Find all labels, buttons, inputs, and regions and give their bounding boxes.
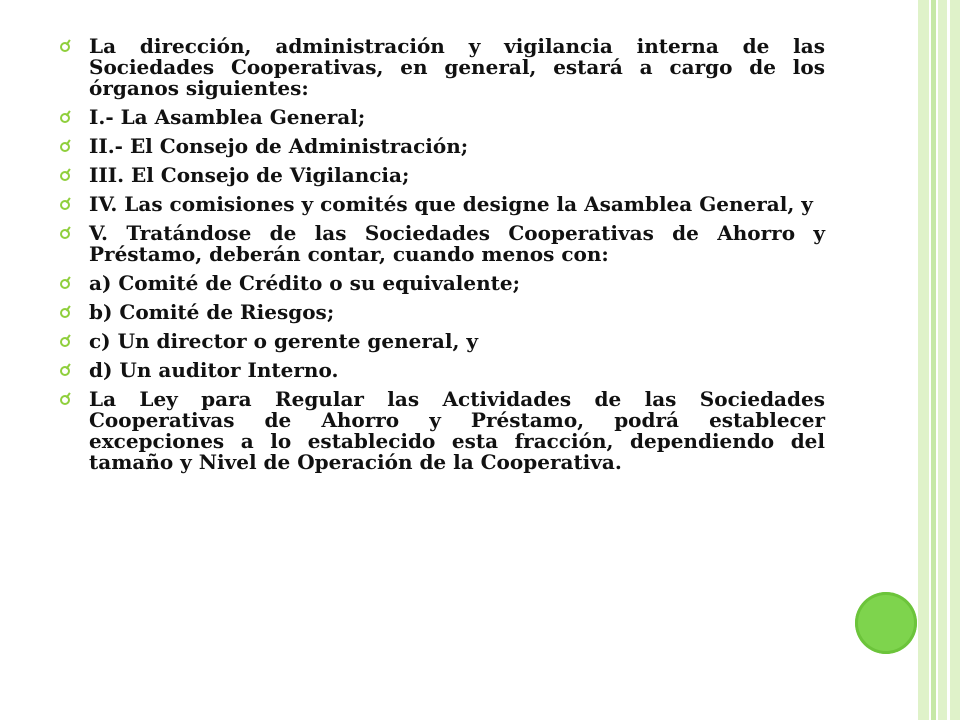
bullet-icon	[60, 395, 70, 405]
bullet-icon	[60, 200, 70, 210]
bullet-icon	[60, 279, 70, 289]
list-item	[58, 360, 825, 381]
list-item	[58, 302, 825, 323]
list-item	[58, 36, 825, 99]
list-item	[58, 165, 825, 186]
list-item	[58, 136, 825, 157]
bullet-text: II.- El Consejo de Administración;	[89, 134, 469, 158]
bullet-text: I.- La Asamblea General;	[89, 105, 366, 129]
decorative-stripe	[918, 0, 929, 720]
bullet-icon	[60, 42, 70, 52]
bullet-icon	[60, 229, 70, 239]
bullet-icon	[60, 366, 70, 376]
bullet-icon	[60, 308, 70, 318]
bullet-text: d) Un auditor Interno.	[89, 358, 339, 382]
list-item	[58, 331, 825, 352]
bullet-text: b) Comité de Riesgos;	[89, 300, 335, 324]
slide-content	[58, 36, 825, 481]
bullet-icon	[60, 142, 70, 152]
bullet-list	[58, 36, 825, 473]
list-item	[58, 223, 825, 265]
bullet-text: III. El Consejo de Vigilancia;	[89, 163, 410, 187]
bullet-text: a) Comité de Crédito o su equivalente;	[89, 271, 521, 295]
bullet-text: La Ley para Regular las Actividades de las Sociedades Cooperativas de Ahorro y Préstamo, podrá establecer excepciones a lo establecido esta fracción, dependiendo del tamaño y Nivel de Operación de la Cooperativa.	[89, 387, 825, 474]
bullet-icon	[60, 171, 70, 181]
decorative-stripe	[947, 0, 950, 720]
bullet-text: V. Tratándose de las Sociedades Cooperativas de Ahorro y Préstamo, deberán contar, cuando menos con:	[89, 221, 825, 266]
decorative-circle	[855, 592, 917, 654]
bullet-text: c) Un director o gerente general, y	[89, 329, 479, 353]
bullet-icon	[60, 337, 70, 347]
bullet-text: IV. Las comisiones y comités que designe la Asamblea General, y	[89, 192, 813, 216]
bullet-text: La dirección, administración y vigilancia interna de las Sociedades Cooperativas, en general, estará a cargo de los órganos siguientes:	[89, 34, 825, 100]
bullet-icon	[60, 113, 70, 123]
list-item	[58, 273, 825, 294]
list-item	[58, 194, 825, 215]
list-item	[58, 107, 825, 128]
list-item	[58, 389, 825, 473]
